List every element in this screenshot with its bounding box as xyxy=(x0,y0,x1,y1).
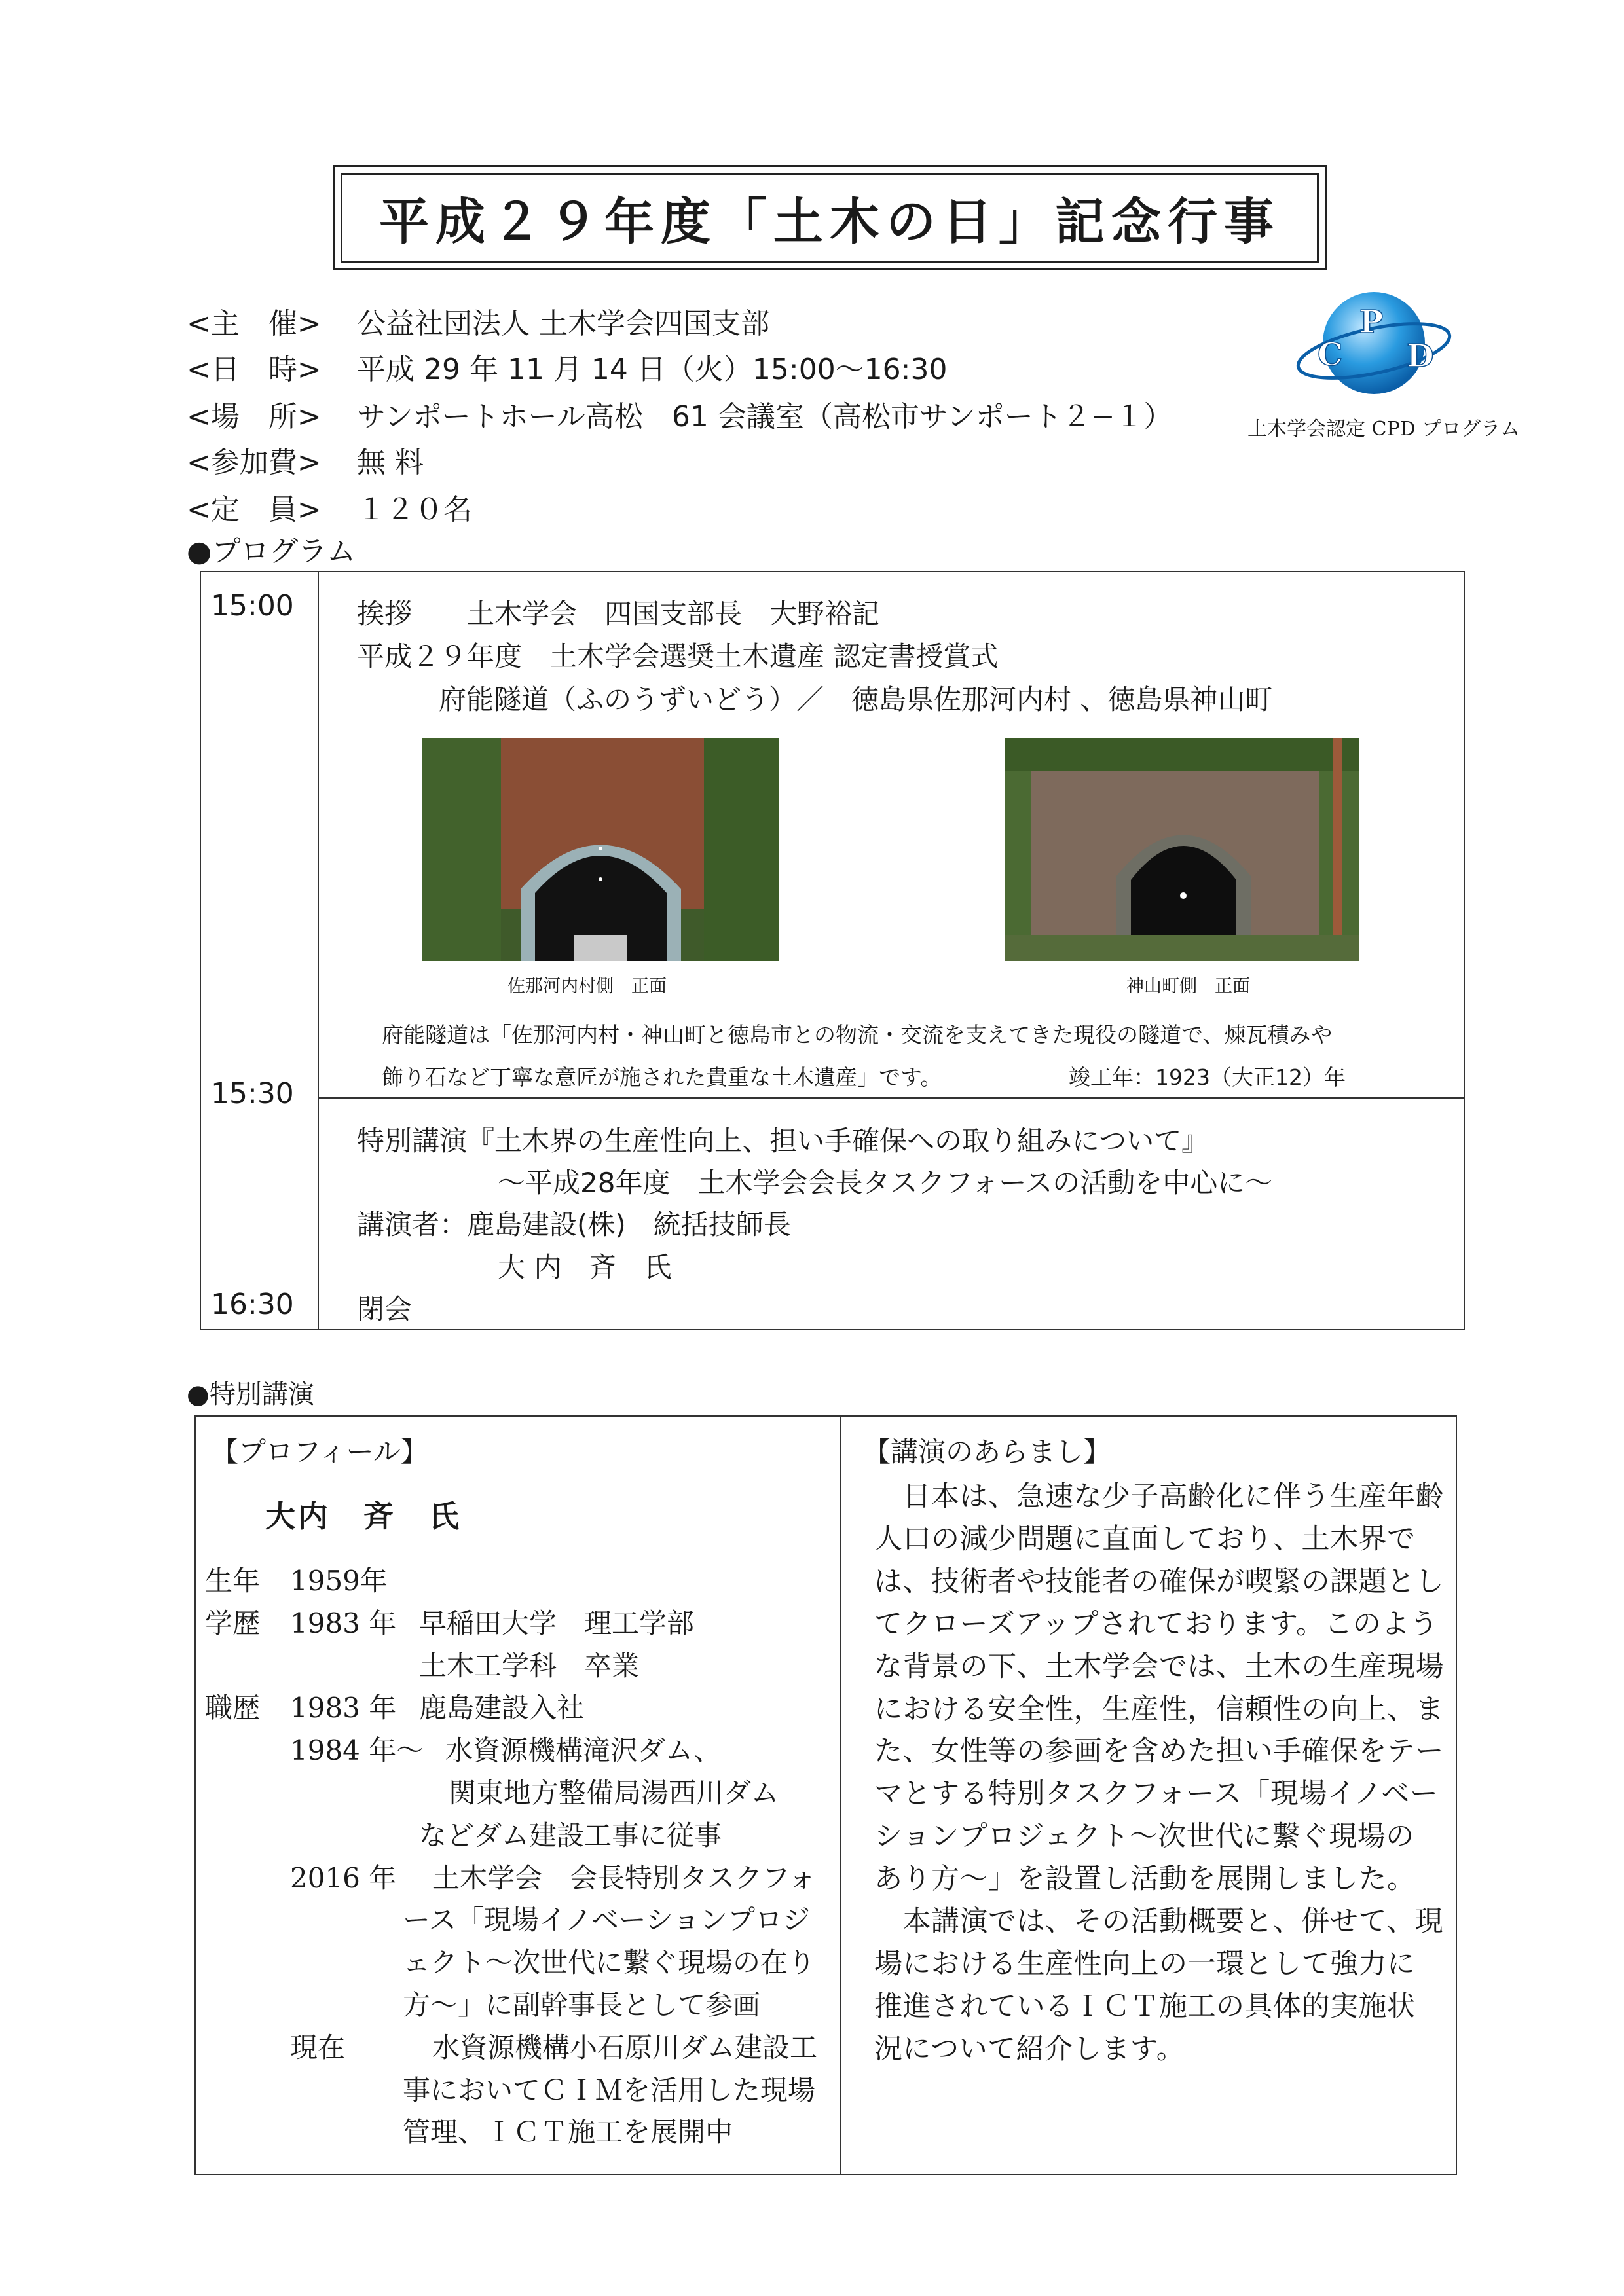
lecture-divider xyxy=(840,1415,841,2175)
time-1530: 15:30 xyxy=(211,1077,294,1110)
tunnel-photo-kamiyama xyxy=(1005,738,1359,961)
info-value: 無 料 xyxy=(357,446,424,479)
info-label: <日 時> xyxy=(187,353,322,386)
profile-year: 1983 年 xyxy=(290,1607,397,1639)
info-value: １２０名 xyxy=(357,493,472,526)
info-label: <参加費> xyxy=(187,446,322,479)
abstract-line: 日本は、急速な少子高齢化に伴う生産年齢 xyxy=(874,1480,1444,1513)
title-frame xyxy=(333,165,1327,270)
profile-year: 現在 xyxy=(290,2032,346,2064)
abstract-line: は、技術者や技能者の確保が喫緊の課題とし xyxy=(874,1565,1444,1598)
profile-text: 方～」に副幹事長として参画 xyxy=(403,1989,761,2021)
abstract-line: てクローズアップされております。このよう xyxy=(874,1608,1439,1641)
profile-text: ェクト～次世代に繋ぐ現場の在り xyxy=(403,1946,816,1978)
abstract-heading: 【講演のあらまし】 xyxy=(863,1436,1111,1468)
info-row-organizer xyxy=(187,300,769,342)
tunnel-note-line-2: 飾り石など丁寧な意匠が施された貴重な土木遺産」です。 xyxy=(382,1065,942,1090)
profile-name: 大内 斉 氏 xyxy=(265,1499,462,1534)
profile-text: 管理、ＩＣＴ施工を展開中 xyxy=(403,2116,733,2148)
time-1630: 16:30 xyxy=(211,1288,294,1321)
photo-caption-sanagochi: 佐那河内村側 正面 xyxy=(507,976,667,996)
abstract-line: た、女性等の参画を含めた担い手確保をテー xyxy=(874,1735,1444,1768)
profile-heading: 【プロフィール】 xyxy=(211,1436,428,1468)
abstract-line: 場における生産性向上の一環として強力に xyxy=(874,1948,1416,1980)
abstract-line: における安全性，生産性，信頼性の向上、ま xyxy=(874,1693,1444,1726)
program-lecturer-name: 大 内 斉 氏 xyxy=(498,1251,672,1283)
svg-text:P: P xyxy=(1359,304,1384,340)
program-lecture-subtitle: ～平成28年度 土木学会会長タスクフォースの活動を中心に～ xyxy=(498,1167,1273,1199)
profile-text: 水資源機構小石原川ダム建設工 xyxy=(432,2032,818,2064)
info-row-venue xyxy=(187,393,1173,435)
profile-text: 水資源機構滝沢ダム、 xyxy=(445,1734,722,1766)
program-closing: 閉会 xyxy=(357,1293,413,1325)
special-heading: ●特別講演 xyxy=(187,1379,314,1410)
profile-text: ース「現場イノベーションプロジ xyxy=(403,1904,811,1936)
tunnel-note-line-1: 府能隧道は「佐那河内村・神山町と徳島市との物流・交流を支えてきた現役の隧道で、煉瓦積みや xyxy=(382,1022,1333,1048)
abstract-line: あり方～」を設置し活動を展開しました。 xyxy=(874,1863,1416,1895)
profile-year: 1984 年～ xyxy=(290,1734,424,1766)
program-divider-horizontal xyxy=(318,1097,1465,1099)
program-tunnel: 府能隧道（ふのうずいどう）／ 徳島県佐那河内村 、徳島県神山町 xyxy=(439,683,1273,716)
time-1500: 15:00 xyxy=(211,589,294,623)
profile-year: 2016 年 xyxy=(290,1862,397,1894)
tunnel-completion-year: 竣工年：1923（大正12）年 xyxy=(1069,1065,1346,1090)
info-row-fee xyxy=(187,439,424,481)
profile-key: 学歴 xyxy=(205,1607,261,1639)
info-label: <主 催> xyxy=(187,307,322,340)
info-label: <場 所> xyxy=(187,400,322,433)
info-row-capacity xyxy=(187,486,472,528)
svg-text:C: C xyxy=(1318,337,1343,373)
profile-text: 鹿島建設入社 xyxy=(419,1692,585,1724)
profile-key: 職歴 xyxy=(205,1692,261,1724)
abstract-line: 人口の減少問題に直面しており、土木界で xyxy=(874,1523,1416,1556)
photo-caption-kamiyama: 神山町側 正面 xyxy=(1126,976,1250,996)
abstract-line: 推進されているＩＣＴ施工の具体的実施状 xyxy=(874,1990,1416,2023)
profile-year: 1959年 xyxy=(290,1565,388,1597)
abstract-line: 況について紹介します。 xyxy=(874,2033,1185,2066)
profile-text: 土木学会 会長特別タスクフォ xyxy=(432,1862,816,1894)
program-lecture-title: 特別講演『土木界の生産性向上、担い手確保への取り組みについて』 xyxy=(357,1125,1209,1157)
info-row-datetime xyxy=(187,346,947,388)
info-value: サンポートホール高松 61 会議室（高松市サンポート２−１） xyxy=(357,400,1173,433)
profile-text: 関東地方整備局湯西川ダム xyxy=(449,1777,779,1809)
profile-key: 生年 xyxy=(205,1565,261,1597)
profile-year: 1983 年 xyxy=(290,1692,397,1724)
profile-text: 早稲田大学 理工学部 xyxy=(419,1607,695,1639)
abstract-line: な背景の下、土木学会では、土木の生産現場 xyxy=(874,1650,1444,1683)
tunnel-photo-sanagochi xyxy=(422,738,779,961)
profile-text: 事においてＣＩＭを活用した現場 xyxy=(403,2074,816,2106)
program-divider-vertical xyxy=(318,571,319,1330)
profile-text: などダム建設工事に従事 xyxy=(419,1819,722,1851)
cpd-caption: 土木学会認定 CPD プログラム xyxy=(1247,418,1520,441)
info-label: <定 員> xyxy=(187,493,322,526)
program-heading: ●プログラム xyxy=(187,535,356,568)
program-lecturer: 講演者：鹿島建設(株) 統括技師長 xyxy=(357,1209,791,1241)
profile-text: 土木工学科 卒業 xyxy=(419,1650,640,1682)
info-value: 平成 29 年 11 月 14 日（火）15:00～16:30 xyxy=(357,353,948,386)
page-title: 平成２９年度「土木の日」記念行事 xyxy=(379,192,1280,251)
info-value: 公益社団法人 土木学会四国支部 xyxy=(357,307,769,340)
abstract-line: マとする特別タスクフォース「現場イノベー xyxy=(874,1777,1439,1810)
abstract-line: ションプロジェクト～次世代に繋ぐ現場の xyxy=(874,1820,1414,1853)
program-greeting: 挨拶 土木学会 四国支部長 大野裕記 xyxy=(357,598,880,630)
cpd-logo-icon xyxy=(1289,285,1459,403)
svg-text:D: D xyxy=(1407,338,1434,374)
title-inner-frame xyxy=(341,173,1319,263)
program-award: 平成２９年度 土木学会選奨土木遺産 認定書授賞式 xyxy=(357,640,999,672)
abstract-line: 本講演では、その活動概要と、併せて、現 xyxy=(874,1905,1444,1938)
